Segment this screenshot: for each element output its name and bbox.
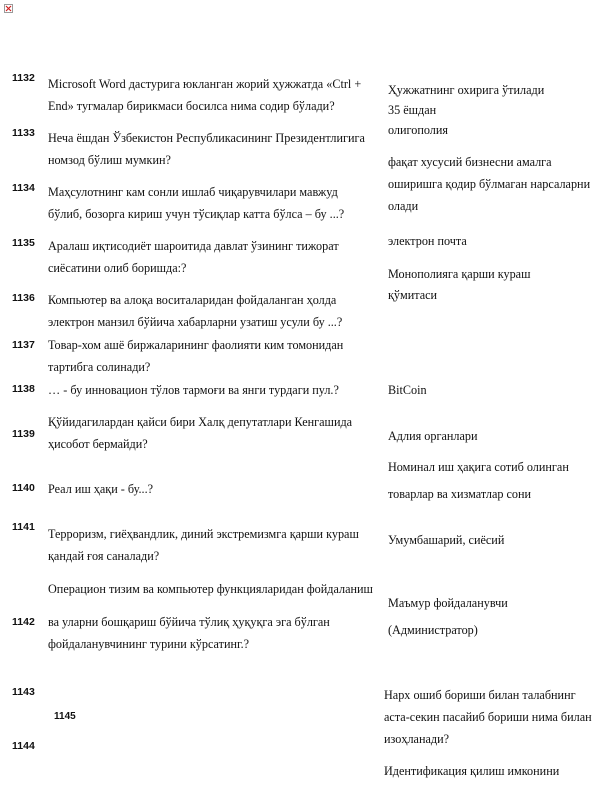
answer-line: Адлия органлари [388,429,478,443]
row-number: 1142 [12,616,35,628]
row-number: 1132 [12,72,35,84]
answer-line: Монополияга қарши кураш [388,267,531,281]
question-line: Қўйидагилардан қайси бири Халқ депутатлари Кенгашида [48,415,353,429]
answer-line: товарлар ва хизматлар сони [388,487,532,501]
question-line: … - бу инновацион тўлов тармоғи ва янги турдаги пул.? [48,383,339,397]
question-line: Компьютер ва алоқа воситаларидан фойдаланган ҳолда [48,293,337,307]
answer-line: олигополия [388,123,448,137]
question-line: ҳисобот бермайди? [48,437,148,451]
answer-line: BitCoin [388,383,427,397]
row-number: 1145 [54,711,76,722]
row-number: 1136 [12,292,35,304]
question-line: сиёсатини олиб боришда:? [48,261,187,275]
row-number: 1141 [12,521,35,533]
answer-line: Ҳужжатнинг охирига ўтилади [388,83,545,97]
row-number: 1143 [12,686,35,698]
answer-line: Маъмур фойдаланувчи [388,596,508,610]
row-number: 1139 [12,428,35,440]
broken-image-icon [4,4,13,13]
question-line: Товар-хом ашё биржаларининг фаолияти ким томонидан [48,338,344,352]
row-number: 1137 [12,339,35,351]
question-line: қандай ғоя саналади? [48,549,160,563]
question-line: бўлиб, бозорга кириш учун тўсиқлар катта бўлса – бу ...? [48,207,345,221]
row-number: 1138 [12,383,35,395]
question-line: Терроризм, гиёҳвандлик, диний экстремизмга қарши кураш [48,527,359,541]
question-line: номзод бўлиш мумкин? [48,153,171,167]
answer-line: (Администратор) [388,623,478,637]
question-line: Неча ёшдан Ўзбекистон Республикасининг Президентлигига [48,131,365,145]
answer-line: Умумбашарий, сиёсий [388,533,505,547]
row-number: 1140 [12,482,35,494]
row-number: 1133 [12,127,35,139]
answer-line: 35 ёшдан [388,103,437,117]
answer-line: Нарх ошиб бориши билан талабнинг [384,688,576,702]
question-line: ва уларни бошқариш бўйича тўлиқ ҳуқуқга эга бўлган [48,615,330,629]
answer-line: изоҳланади? [384,732,450,746]
question-line: электрон манзил бўйича хабарларни узатиш усули бу ...? [48,315,343,329]
question-line: Аралаш иқтисодиёт шароитида давлат ўзининг тижорат [48,239,339,253]
answer-line: фақат хусусий бизнесни амалга [388,155,552,169]
answer-line: электрон почта [388,234,467,248]
question-line: End» тугмалар бирикмаси босилса нима содир бўлади? [48,99,335,113]
answer-line: Номинал иш ҳақига сотиб олинган [388,460,569,474]
row-number: 1135 [12,237,35,249]
answer-line: оширишга қодир бўлмаган нарсаларни [388,177,591,191]
answer-line: олади [388,199,419,213]
answer-line: қўмитаси [388,288,438,302]
question-line: фойдаланувчининг турини кўрсатинг.? [48,637,250,651]
answer-line: Идентификация қилиш имконини [384,764,560,778]
question-line: Маҳсулотнинг кам сонли ишлаб чиқарувчилари мавжуд [48,185,338,199]
question-line: тартибга солинади? [48,360,151,374]
question-line: Операцион тизим ва компьютер функцияларидан фойдаланиш [48,582,373,596]
question-line: Реал иш ҳақи - бу...? [48,482,154,496]
question-line: Microsoft Word дастурига юкланган жорий ҳужжатда «Ctrl + [48,77,362,91]
row-number: 1144 [12,740,35,752]
answer-line: аста-секин пасайиб бориши нима билан [384,710,592,724]
row-number: 1134 [12,182,35,194]
